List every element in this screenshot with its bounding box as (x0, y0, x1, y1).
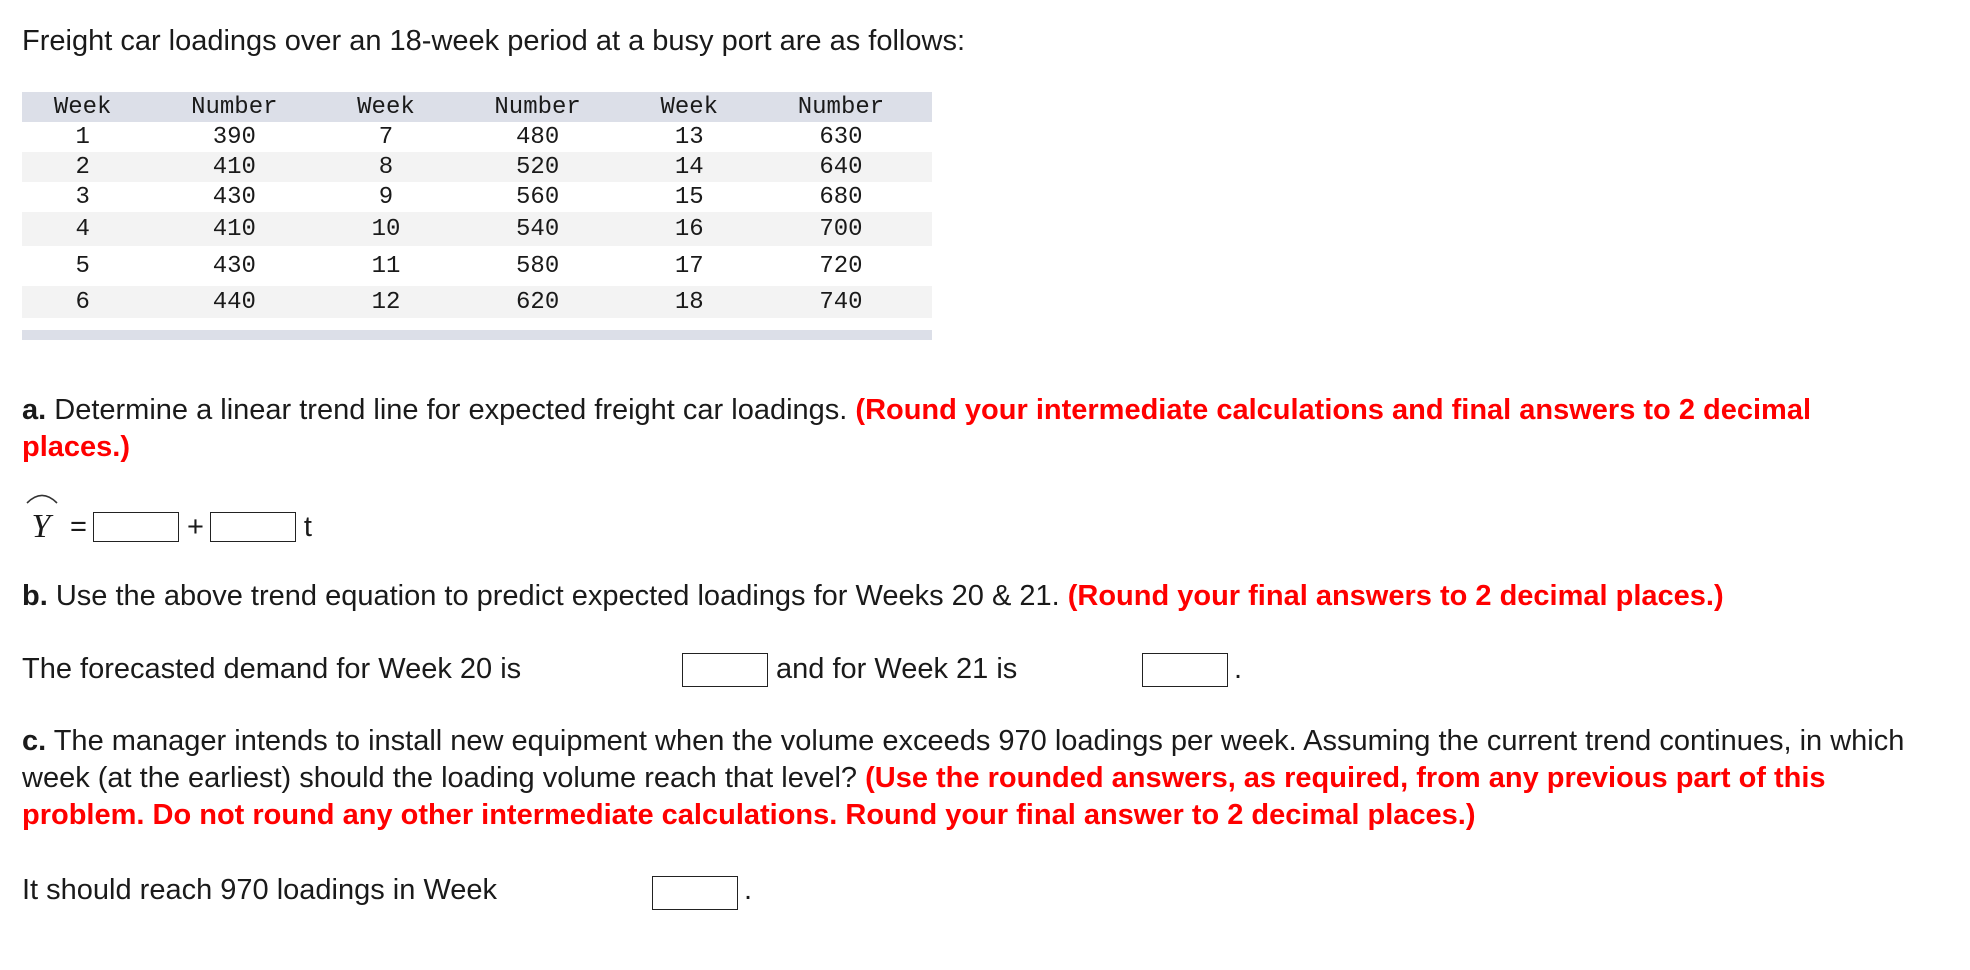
header-week-1: Week (22, 92, 143, 122)
problem-page (22, 18, 1948, 910)
period: . (744, 873, 753, 906)
table-cell: 410 (143, 152, 325, 182)
week21-forecast-input[interactable] (1142, 653, 1228, 687)
table-row (22, 152, 932, 182)
table-cell: 430 (212, 183, 256, 211)
table-bottom-divider (22, 330, 932, 340)
header-number-2: Number (447, 92, 629, 122)
table-cell: 2 (22, 152, 143, 182)
week20-label: The forecasted demand for Week 20 is (22, 652, 522, 685)
table-cell: 700 (750, 212, 932, 246)
part-a-letter: a. (22, 394, 47, 426)
table-cell: 4 (22, 212, 143, 246)
table-cell: 430 (212, 252, 256, 280)
table-row (22, 246, 932, 286)
part-c-instruction: (Use the rounded answers, as required, from any previous part of this problem. Do not round any other intermediate calculations. Round your final answer to 2 decimal places.) (22, 762, 1826, 831)
plus-sign: + (186, 510, 204, 543)
table-cell: 6 (22, 286, 143, 318)
table-cell: 18 (629, 286, 750, 318)
table-cell: 480 (516, 123, 560, 151)
week20-forecast-input[interactable] (682, 653, 768, 687)
table-cell: 7 (378, 123, 394, 151)
table-cell: 3 (75, 183, 90, 211)
table-cell: 11 (371, 252, 401, 280)
part-c-question (22, 723, 1922, 834)
part-a-instruction: (Round your intermediate calculations and final answers to 2 decimal places.) (22, 394, 1812, 463)
y-symbol: Y (31, 508, 51, 545)
y-hat-symbol (28, 508, 54, 546)
table-cell: 15 (674, 183, 704, 211)
table-cell: 740 (750, 286, 932, 318)
part-c-text: The manager intends to install new equipment when the volume exceeds 970 loadings per week. Assuming the current trend continues, in which week (at the earliest) should the loading volume reach that level? (22, 725, 1905, 794)
week-reach-input[interactable] (652, 876, 738, 910)
table-cell: 560 (516, 183, 560, 211)
table-cell: 14 (629, 152, 750, 182)
table-cell: 720 (819, 252, 863, 280)
forecast-answer-line (22, 649, 1948, 689)
table-cell: 13 (674, 123, 704, 151)
table-cell: 630 (819, 123, 863, 151)
table-cell: 580 (516, 252, 560, 280)
table-cell: 620 (447, 286, 629, 318)
t-variable: t (303, 510, 312, 543)
equals-sign: = (70, 510, 87, 543)
table-cell: 5 (75, 252, 90, 280)
table-cell: 16 (629, 212, 750, 246)
table-cell: 410 (143, 212, 325, 246)
part-a-text: Determine a linear trend line for expected freight car loadings. (46, 394, 856, 426)
part-c-letter: c. (22, 725, 47, 757)
header-week-3: Week (629, 92, 750, 122)
week21-label: and for Week 21 is (776, 652, 1018, 685)
week-answer-line (22, 870, 1948, 910)
part-b-text: Use the above trend equation to predict expected loadings for Weeks 20 & 21. (47, 580, 1068, 612)
period: . (1234, 652, 1243, 685)
hat-accent-icon (26, 490, 58, 504)
table-cell: 540 (447, 212, 629, 246)
header-week-2: Week (325, 92, 446, 122)
table-row (22, 212, 932, 246)
trend-equation (22, 504, 1948, 550)
table-cell: 12 (325, 286, 446, 318)
part-b-instruction: (Round your final answers to 2 decimal places.) (1067, 580, 1724, 612)
table-cell: 640 (750, 152, 932, 182)
part-b-letter: b. (22, 580, 48, 612)
table-cell: 680 (819, 183, 863, 211)
part-b-question (22, 578, 1922, 615)
table-cell: 440 (143, 286, 325, 318)
table-cell: 1 (75, 123, 90, 151)
header-number-3: Number (750, 92, 932, 122)
intercept-input[interactable] (93, 512, 179, 542)
table-row (22, 286, 932, 318)
table-cell: 10 (325, 212, 446, 246)
table-header-row (22, 92, 932, 122)
header-number-1: Number (143, 92, 325, 122)
table-row (22, 122, 932, 152)
freight-loadings-table (22, 92, 932, 318)
table-cell: 9 (378, 183, 394, 211)
reach-970-label: It should reach 970 loadings in Week (22, 873, 498, 906)
table-row (22, 182, 932, 212)
slope-input[interactable] (210, 512, 296, 542)
table-cell: 520 (447, 152, 629, 182)
table-cell: 17 (674, 252, 704, 280)
table-cell: 390 (212, 123, 256, 151)
problem-intro: Freight car loadings over an 18-week period at a busy port are as follows: (22, 25, 965, 57)
part-a-question (22, 392, 1902, 466)
table-cell: 8 (325, 152, 446, 182)
